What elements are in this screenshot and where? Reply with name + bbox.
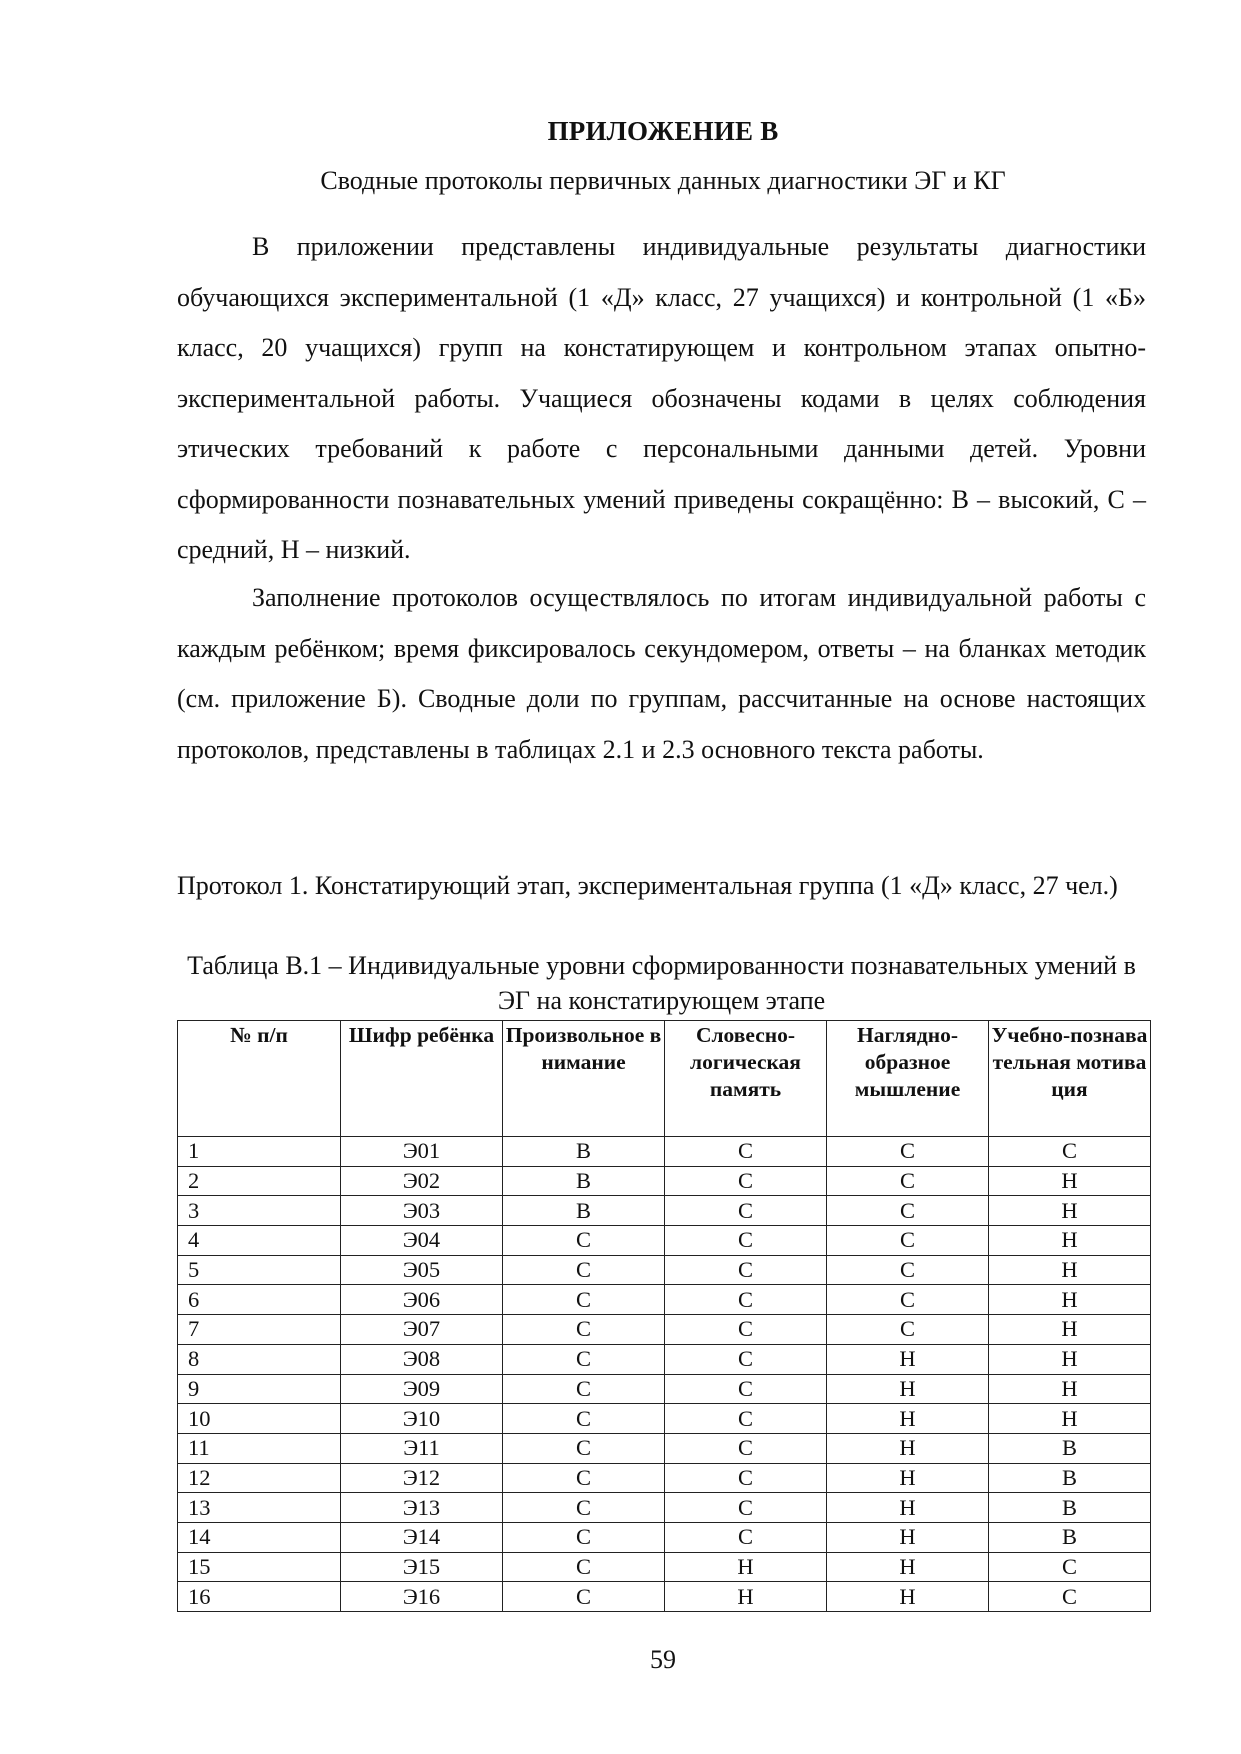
header-thinking: Наглядно-образное мышление [827,1021,989,1137]
cell-thinking: Н [827,1522,989,1552]
table-header-row [178,1021,1151,1137]
table-row [178,1315,1151,1345]
cell-thinking: С [827,1315,989,1345]
intro-paragraph-text: В приложении представлены индивидуальные результаты диагностики обучающихся экспериментальной (1 «Д» класс, 27 учащихся) и контрольной (1 «Б» класс, 20 учащихся) групп на констатирующем и контрольном этапах опытно-экспериментальной работы. Учащиеся обозначены кодами в целях соблюдения этических требований к работе с персональными данными детей. Уровни сформированности познавательных умений приведены сокращённо: В – высокий, С – средний, Н – низкий. [177,232,1146,564]
table-row [178,1196,1151,1226]
table-row [178,1255,1151,1285]
cell-number: 13 [178,1493,341,1523]
appendix-title: ПРИЛОЖЕНИЕ В [547,116,779,146]
cell-code: Э03 [341,1196,503,1226]
cell-number: 6 [178,1285,341,1315]
cell-motivation: Н [989,1255,1151,1285]
cell-motivation: С [989,1137,1151,1167]
cell-number: 12 [178,1463,341,1493]
cell-memory: С [665,1404,827,1434]
cell-motivation: Н [989,1196,1151,1226]
cell-memory: С [665,1255,827,1285]
results-table [177,1020,1151,1612]
cell-memory: С [665,1226,827,1256]
cell-code: Э10 [341,1404,503,1434]
header-number: № п/п [178,1021,341,1137]
cell-code: Э02 [341,1166,503,1196]
cell-attention: С [503,1255,665,1285]
cell-number: 9 [178,1374,341,1404]
table-body [178,1137,1151,1612]
cell-motivation: Н [989,1315,1151,1345]
cell-code: Э06 [341,1285,503,1315]
cell-attention: С [503,1374,665,1404]
cell-memory: С [665,1433,827,1463]
cell-number: 14 [178,1522,341,1552]
page-number: 59 [650,1645,676,1674]
cell-memory: С [665,1196,827,1226]
cell-memory: С [665,1285,827,1315]
protocol-caption: Протокол 1. Констатирующий этап, экспериментальная группа (1 «Д» класс, 27 чел.) [177,871,1118,900]
cell-attention: С [503,1344,665,1374]
cell-code: Э01 [341,1137,503,1167]
cell-thinking: С [827,1285,989,1315]
cell-memory: С [665,1522,827,1552]
cell-number: 7 [178,1315,341,1345]
table-row [178,1463,1151,1493]
cell-number: 1 [178,1137,341,1167]
header-memory: Словесно-логическая память [665,1021,827,1137]
cell-motivation: Н [989,1166,1151,1196]
cell-memory: Н [665,1582,827,1612]
cell-code: Э16 [341,1582,503,1612]
appendix-subtitle: Сводные протоколы первичных данных диагностики ЭГ и КГ [320,166,1006,195]
cell-attention: С [503,1285,665,1315]
cell-attention: В [503,1137,665,1167]
cell-memory: С [665,1493,827,1523]
method-paragraph-text: Заполнение протоколов осуществлялось по итогам индивидуальной работы с каждым ребёнком; время фиксировалось секундомером, ответы – на бланках методик (см. приложение Б). Сводные доли по группам, рассчитанные на основе настоящих протоколов, представлены в таблицах 2.1 и 2.3 основного текста работы. [177,583,1146,764]
cell-thinking: С [827,1226,989,1256]
table-row [178,1226,1151,1256]
cell-number: 16 [178,1582,341,1612]
cell-thinking: Н [827,1552,989,1582]
cell-number: 4 [178,1226,341,1256]
cell-number: 15 [178,1552,341,1582]
cell-number: 3 [178,1196,341,1226]
cell-thinking: Н [827,1433,989,1463]
cell-number: 10 [178,1404,341,1434]
cell-motivation: С [989,1552,1151,1582]
cell-code: Э05 [341,1255,503,1285]
table-row [178,1582,1151,1612]
cell-memory: С [665,1463,827,1493]
table-row [178,1285,1151,1315]
cell-thinking: С [827,1255,989,1285]
cell-number: 2 [178,1166,341,1196]
cell-attention: С [503,1463,665,1493]
cell-motivation: С [989,1582,1151,1612]
cell-code: Э11 [341,1433,503,1463]
cell-thinking: Н [827,1463,989,1493]
cell-memory: Н [665,1552,827,1582]
table-row [178,1522,1151,1552]
cell-attention: С [503,1552,665,1582]
cell-thinking: С [827,1166,989,1196]
table-row [178,1166,1151,1196]
cell-thinking: Н [827,1493,989,1523]
cell-thinking: Н [827,1582,989,1612]
table-row [178,1552,1151,1582]
cell-motivation: В [989,1433,1151,1463]
cell-attention: В [503,1166,665,1196]
table-row [178,1137,1151,1167]
cell-code: Э09 [341,1374,503,1404]
cell-memory: С [665,1137,827,1167]
table-row [178,1433,1151,1463]
cell-motivation: Н [989,1374,1151,1404]
cell-attention: С [503,1315,665,1345]
cell-motivation: В [989,1463,1151,1493]
cell-number: 8 [178,1344,341,1374]
cell-attention: С [503,1433,665,1463]
table-row [178,1404,1151,1434]
cell-attention: С [503,1226,665,1256]
header-code: Шифр ребёнка [341,1021,503,1137]
cell-number: 5 [178,1255,341,1285]
cell-code: Э12 [341,1463,503,1493]
cell-code: Э08 [341,1344,503,1374]
cell-thinking: Н [827,1374,989,1404]
cell-attention: С [503,1404,665,1434]
cell-attention: В [503,1196,665,1226]
table-row [178,1374,1151,1404]
method-paragraph [177,573,1146,775]
table-caption: Таблица В.1 – Индивидуальные уровни сформированности познавательных умений в ЭГ на констатирующем этапе [187,951,1136,1015]
cell-attention: С [503,1582,665,1612]
cell-motivation: Н [989,1404,1151,1434]
intro-paragraph [177,222,1146,576]
cell-motivation: В [989,1493,1151,1523]
cell-motivation: Н [989,1344,1151,1374]
cell-thinking: С [827,1196,989,1226]
cell-number: 11 [178,1433,341,1463]
cell-motivation: Н [989,1285,1151,1315]
cell-code: Э14 [341,1522,503,1552]
header-attention: Произвольное внимание [503,1021,665,1137]
cell-attention: С [503,1522,665,1552]
cell-thinking: Н [827,1404,989,1434]
cell-motivation: В [989,1522,1151,1552]
cell-code: Э04 [341,1226,503,1256]
cell-memory: С [665,1344,827,1374]
table-row [178,1493,1151,1523]
cell-thinking: С [827,1137,989,1167]
cell-code: Э13 [341,1493,503,1523]
header-motivation: Учебно-познавательная мотивация [989,1021,1151,1137]
cell-code: Э15 [341,1552,503,1582]
cell-attention: С [503,1493,665,1523]
cell-memory: С [665,1315,827,1345]
cell-memory: С [665,1166,827,1196]
cell-memory: С [665,1374,827,1404]
cell-code: Э07 [341,1315,503,1345]
cell-thinking: Н [827,1344,989,1374]
table-row [178,1344,1151,1374]
cell-motivation: Н [989,1226,1151,1256]
